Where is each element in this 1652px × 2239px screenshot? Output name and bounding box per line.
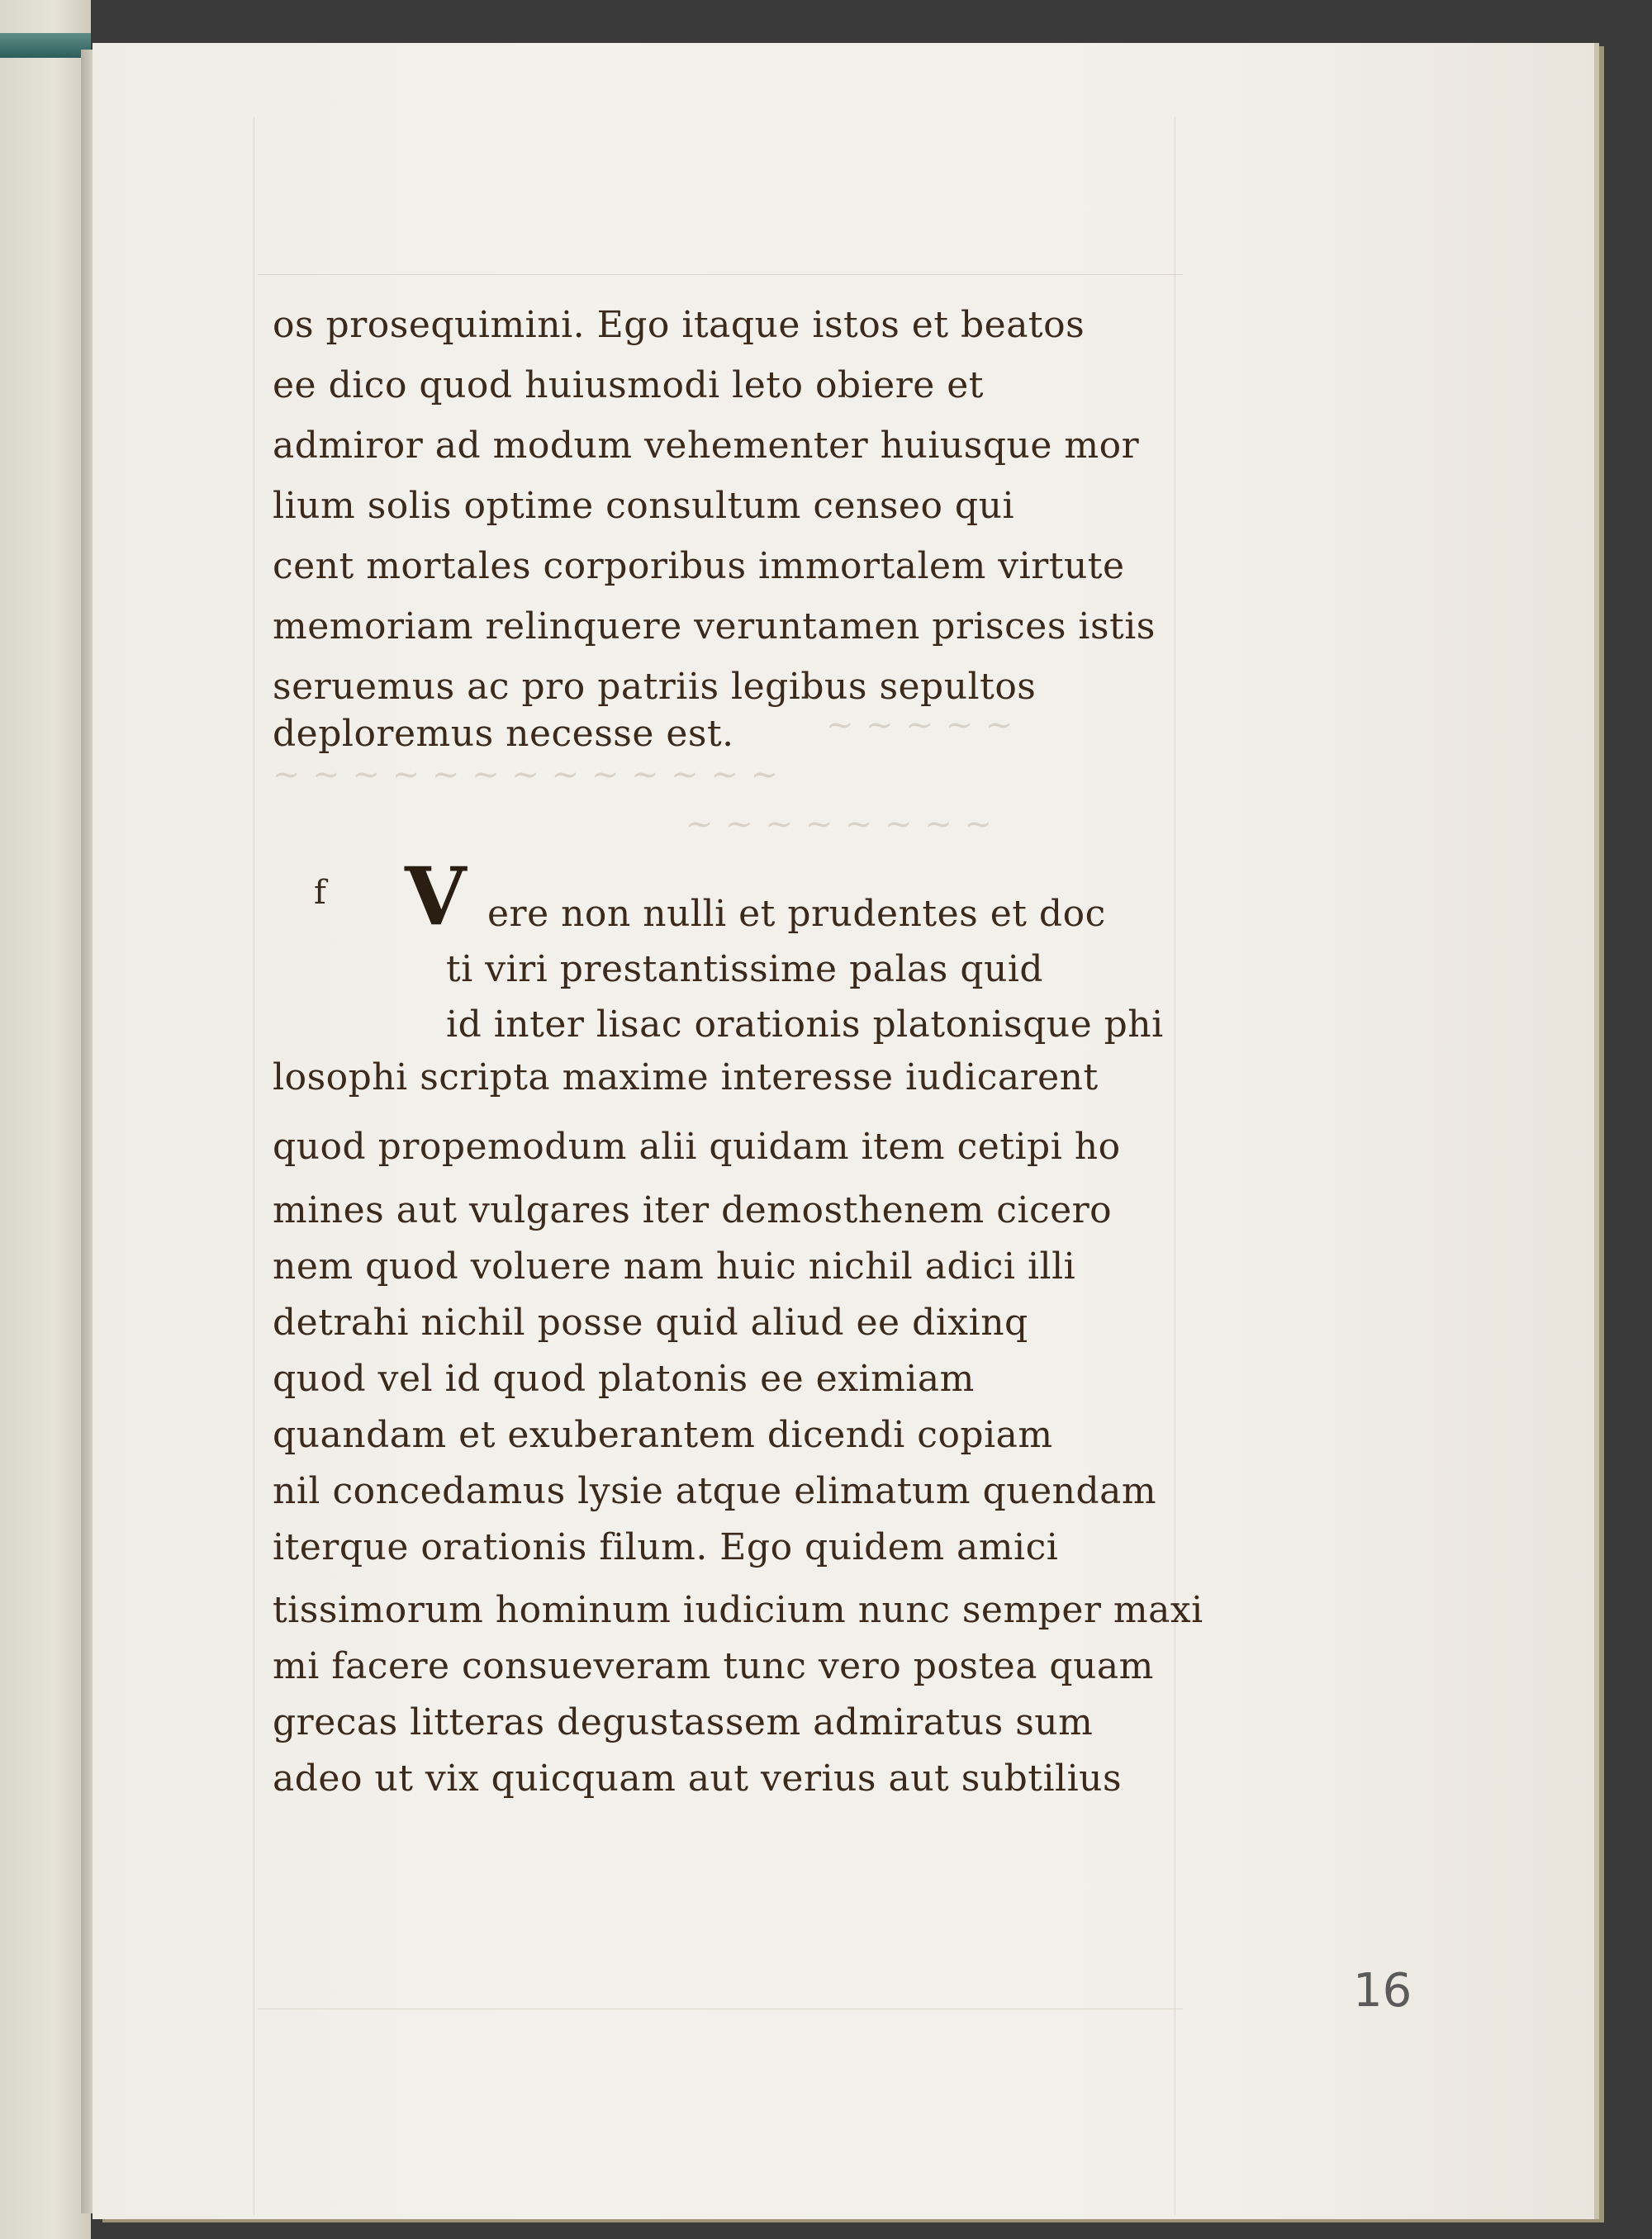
text-line: quod propemodum alii quidam item cetipi ho [273, 1126, 1121, 1168]
text-line: nil concedamus lysie atque elimatum quendam [273, 1470, 1157, 1512]
show-through-text: ~ ~ ~ ~ ~ [826, 706, 1014, 744]
text-line: quandam et exuberantem dicendi copiam [273, 1414, 1053, 1456]
text-line: grecas litteras degustassem admiratus sum [273, 1701, 1094, 1743]
ruling-line [258, 274, 1183, 275]
text-line: os prosequimini. Ego itaque istos et beatos [273, 304, 1085, 346]
text-line: losophi scripta maxime interesse iudicarent [273, 1056, 1099, 1098]
text-line: ere non nulli et prudentes et doc [487, 893, 1106, 935]
text-line: id inter lisac orationis platonisque phi [446, 1003, 1164, 1046]
text-line: ee dico quod huiusmodi leto obiere et [273, 364, 984, 406]
text-line: tissimorum hominum iudicium nunc semper maxi [273, 1589, 1203, 1631]
text-line: adeo ut vix quicquam aut verius aut subtilius [273, 1758, 1123, 1800]
text-line: nem quod voluere nam huic nichil adici illi [273, 1245, 1076, 1288]
text-line: detrahi nichil posse quid aliud ee dixinq [273, 1302, 1028, 1344]
text-line: memoriam relinquere veruntamen prisces istis [273, 605, 1156, 648]
text-line: iterque orationis filum. Ego quidem amici [273, 1526, 1059, 1568]
text-line: lium solis optime consultum censeo qui [273, 485, 1015, 527]
text-line: admiror ad modum vehementer huiusque mor [273, 425, 1140, 467]
decorated-initial: V [405, 850, 467, 943]
text-line: seruemus ac pro patriis legibus sepultos [273, 666, 1037, 708]
text-line: ti viri prestantissime palas quid [446, 948, 1044, 990]
show-through-text: ~ ~ ~ ~ ~ ~ ~ ~ [686, 805, 994, 843]
folio-number: 16 [1353, 1964, 1412, 2018]
text-line: deploremus necesse est. [273, 713, 734, 755]
left-page-edge [0, 0, 91, 2239]
show-through-text: ~ ~ ~ ~ ~ ~ ~ ~ ~ ~ ~ ~ ~ [273, 756, 780, 794]
guide-letter: f [314, 874, 326, 912]
text-line: cent mortales corporibus immortalem virtute [273, 545, 1125, 587]
text-line: mines aut vulgares iter demosthenem cicero [273, 1189, 1113, 1231]
binding-edge [0, 33, 91, 58]
text-line: quod vel id quod platonis ee eximiam [273, 1358, 975, 1400]
text-line: mi facere consueveram tunc vero postea quam [273, 1645, 1154, 1687]
